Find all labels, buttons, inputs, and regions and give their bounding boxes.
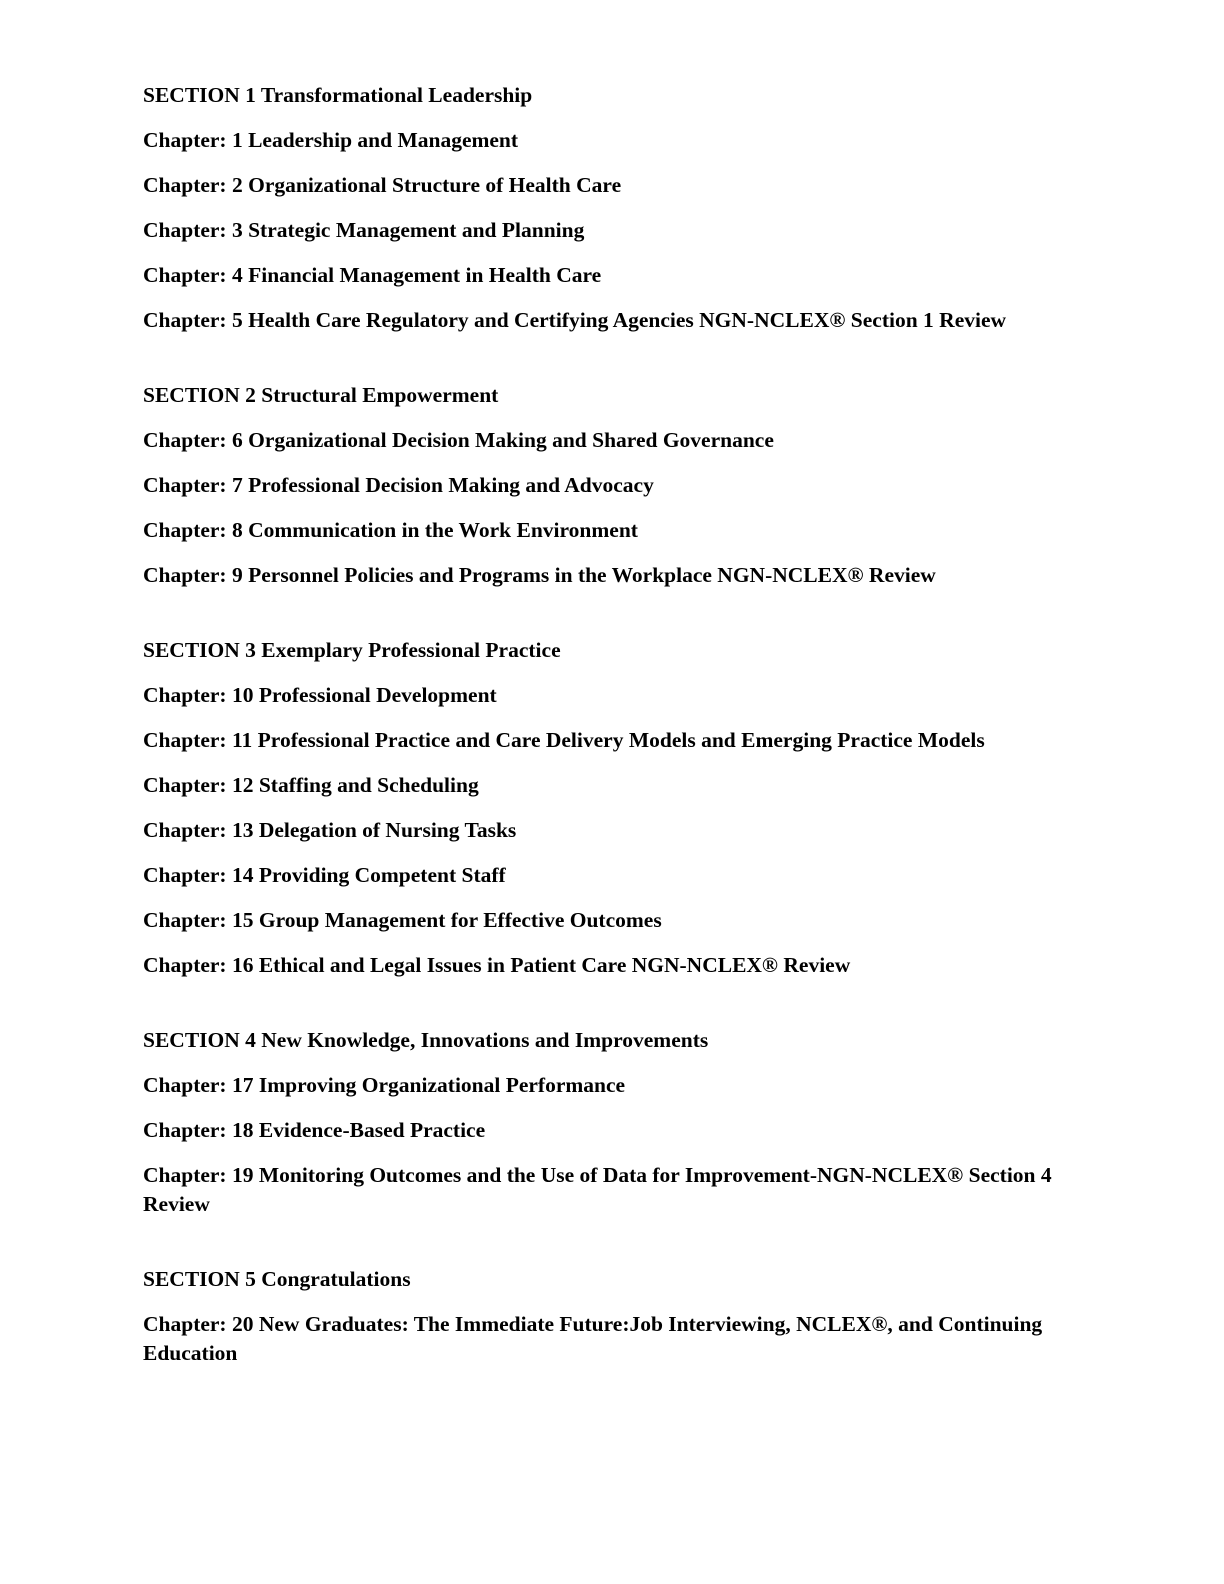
chapter-item: Chapter: 20 New Graduates: The Immediate Future:Job Interviewing, NCLEX®, and Continuing Education	[143, 1312, 1043, 1365]
chapter-item: Chapter: 17 Improving Organizational Performance	[143, 1073, 626, 1097]
chapter-item: Chapter: 8 Communication in the Work Environment	[143, 518, 638, 542]
chapter-item: Chapter: 15 Group Management for Effective Outcomes	[143, 908, 662, 932]
chapter-item: Chapter: 11 Professional Practice and Care Delivery Models and Emerging Practice Models	[143, 728, 985, 752]
chapter-item: Chapter: 12 Staffing and Scheduling	[143, 773, 479, 797]
chapter-item: Chapter: 10 Professional Development	[143, 683, 497, 707]
chapter-item: Chapter: 14 Providing Competent Staff	[143, 863, 506, 887]
chapter-item: Chapter: 2 Organizational Structure of Health Care	[143, 173, 622, 197]
chapter-item: Chapter: 1 Leadership and Management	[143, 128, 519, 152]
section-heading: SECTION 4 New Knowledge, Innovations and Improvements	[143, 1028, 709, 1052]
chapter-item: Chapter: 18 Evidence-Based Practice	[143, 1118, 486, 1142]
chapter-item: Chapter: 13 Delegation of Nursing Tasks	[143, 818, 517, 842]
section-4	[143, 1026, 1133, 1219]
section-5	[143, 1265, 1133, 1368]
chapter-item: Chapter: 5 Health Care Regulatory and Certifying Agencies NGN-NCLEX® Section 1 Review	[143, 308, 1007, 332]
chapter-item: Chapter: 6 Organizational Decision Making and Shared Governance	[143, 428, 774, 452]
section-heading: SECTION 1 Transformational Leadership	[143, 83, 533, 107]
section-3	[143, 636, 1133, 980]
table-of-contents	[143, 81, 1133, 1368]
section-heading: SECTION 5 Congratulations	[143, 1267, 411, 1291]
section-heading: SECTION 2 Structural Empowerment	[143, 383, 499, 407]
section-heading: SECTION 3 Exemplary Professional Practice	[143, 638, 561, 662]
chapter-item: Chapter: 16 Ethical and Legal Issues in Patient Care NGN-NCLEX® Review	[143, 953, 851, 977]
chapter-item: Chapter: 4 Financial Management in Health Care	[143, 263, 602, 287]
section-1	[143, 81, 1133, 335]
chapter-item: Chapter: 9 Personnel Policies and Programs in the Workplace NGN-NCLEX® Review	[143, 563, 936, 587]
chapter-item: Chapter: 19 Monitoring Outcomes and the Use of Data for Improvement-NGN-NCLEX® Section 4 Review	[143, 1163, 1052, 1216]
chapter-item: Chapter: 3 Strategic Management and Planning	[143, 218, 585, 242]
section-2	[143, 381, 1133, 590]
chapter-item: Chapter: 7 Professional Decision Making and Advocacy	[143, 473, 654, 497]
